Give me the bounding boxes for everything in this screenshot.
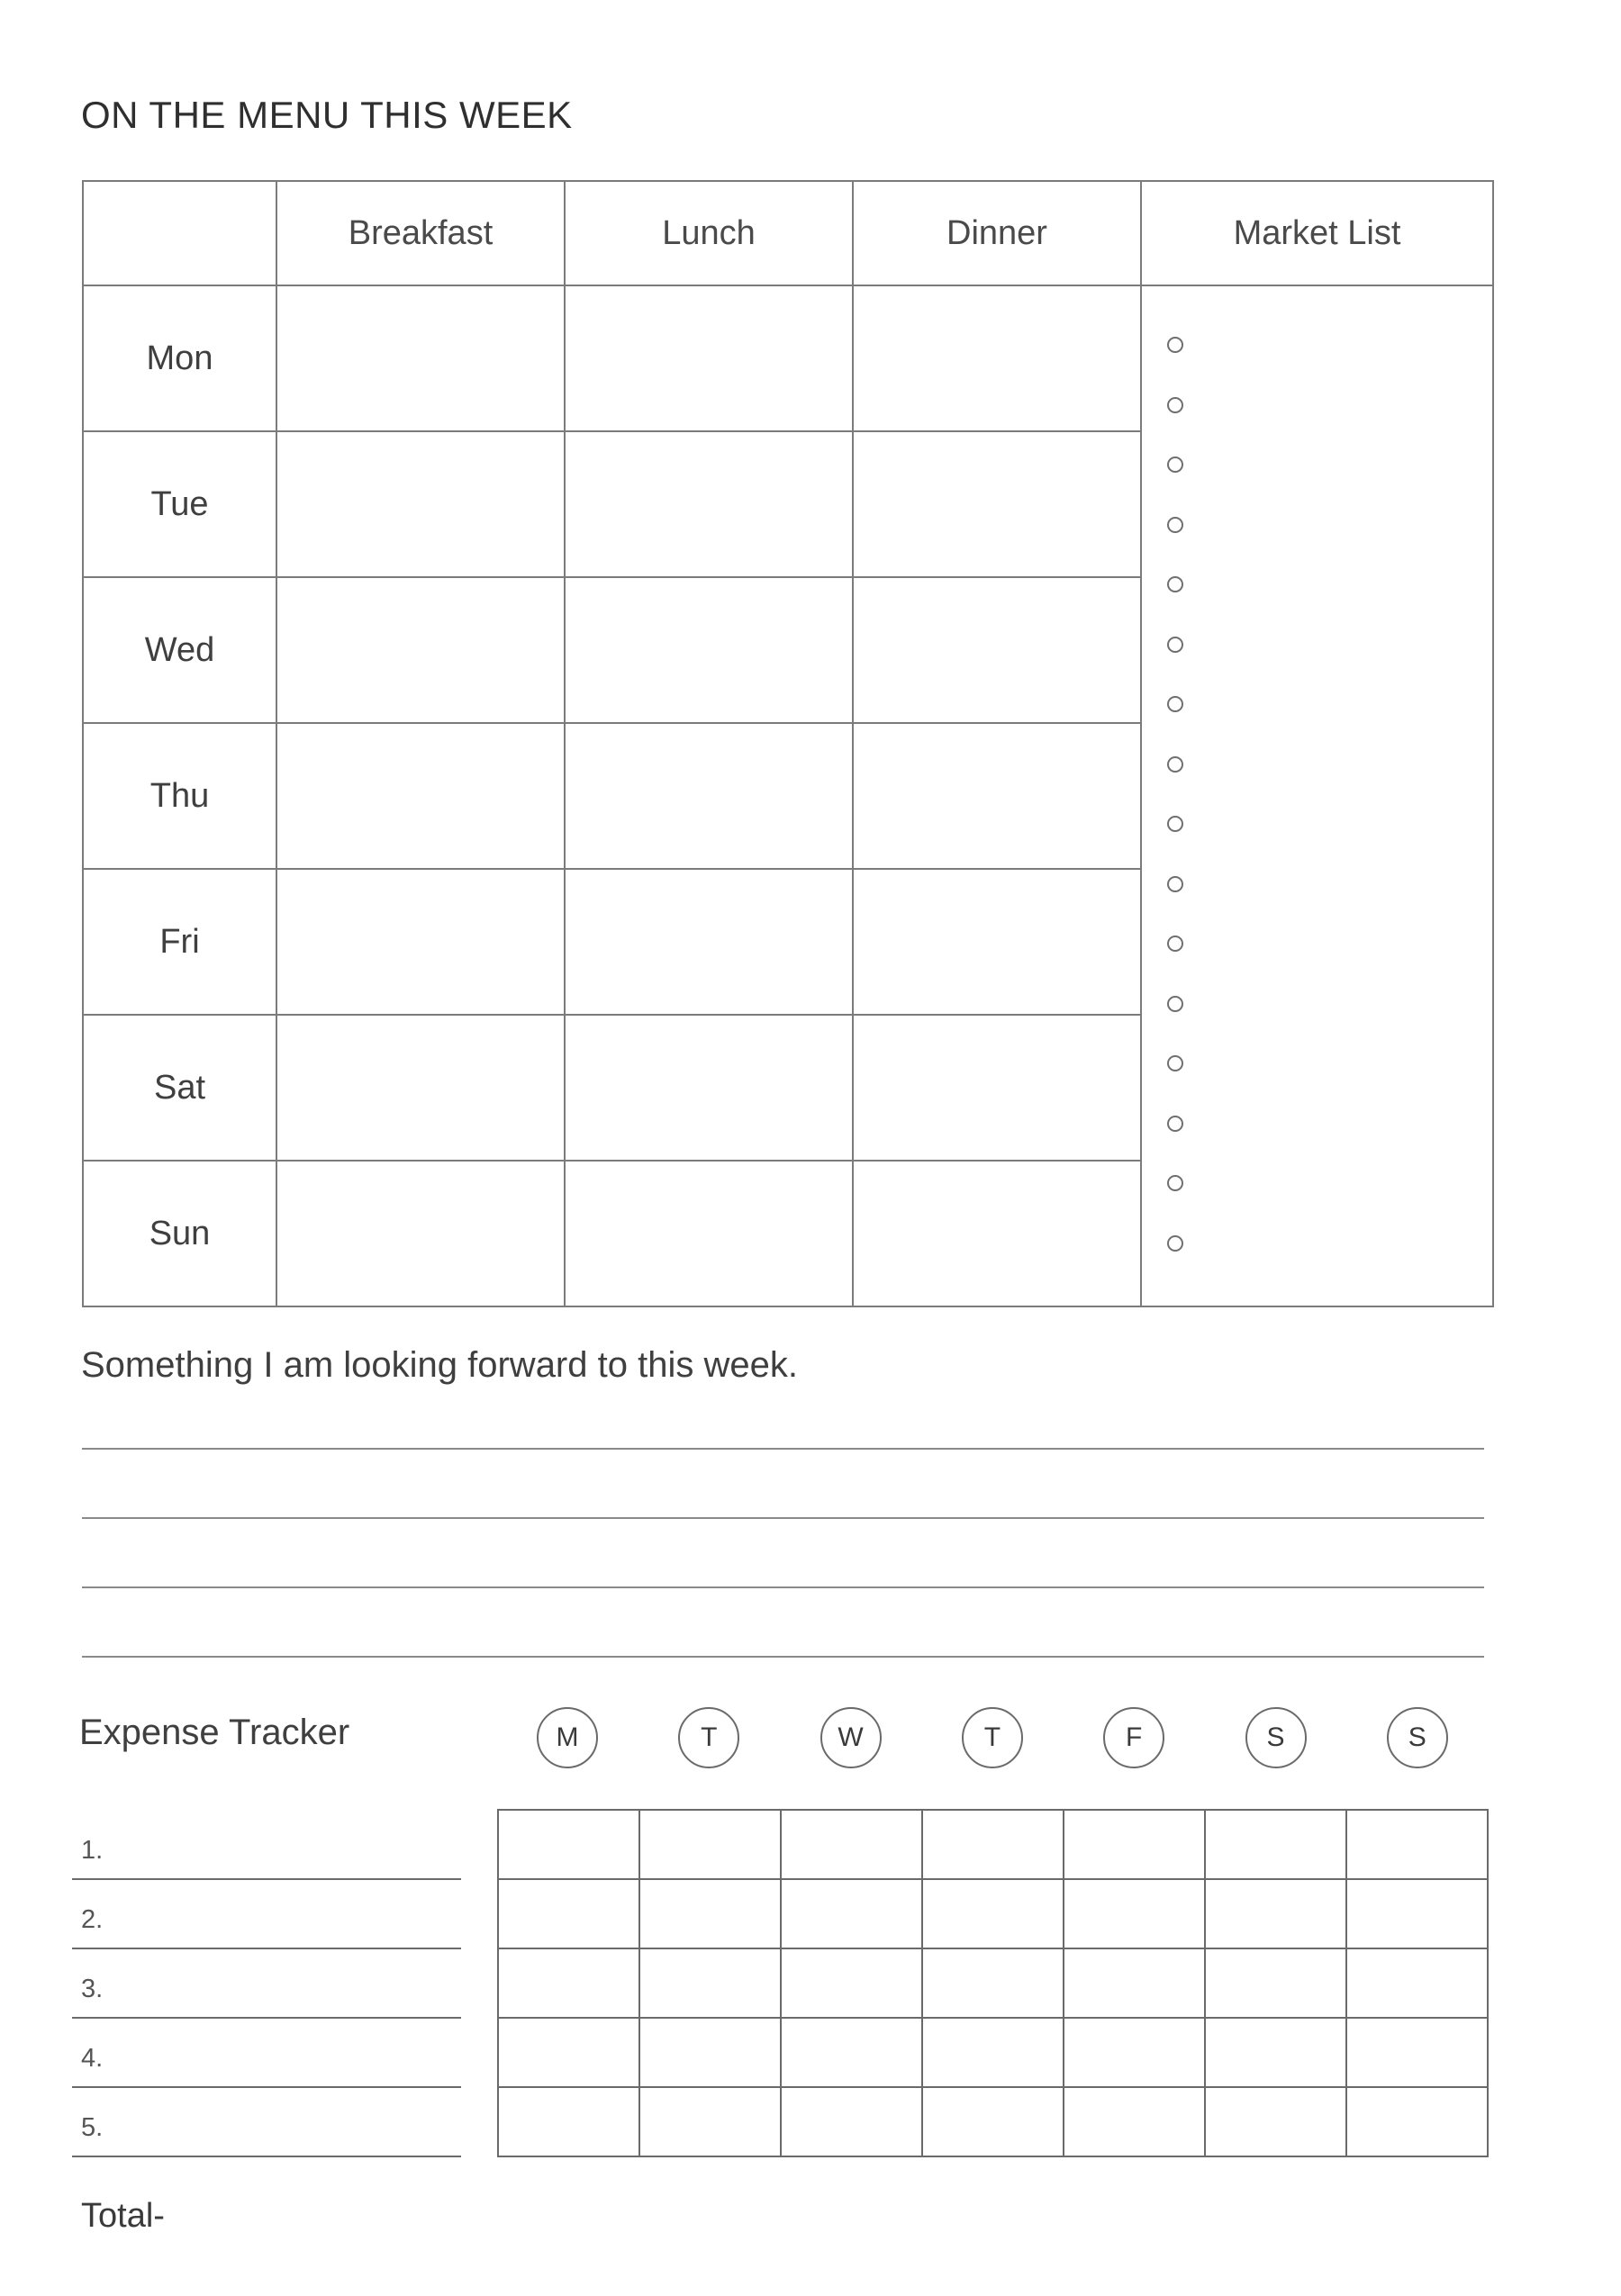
day-label: Tue <box>83 431 276 577</box>
expense-grid-cell[interactable] <box>922 1948 1064 2018</box>
market-list-checkbox[interactable] <box>1167 1175 1183 1191</box>
writing-line[interactable] <box>82 1517 1484 1519</box>
lunch-cell[interactable] <box>565 1161 853 1306</box>
expense-grid-cell[interactable] <box>1064 1879 1205 1948</box>
lunch-cell[interactable] <box>565 1015 853 1161</box>
breakfast-cell[interactable] <box>276 723 565 869</box>
expense-item-line[interactable] <box>72 2091 461 2157</box>
expense-grid-cell[interactable] <box>1205 2087 1346 2156</box>
expense-grid-cell[interactable] <box>639 2018 781 2087</box>
weekday-circle: W <box>820 1707 882 1768</box>
corner-cell <box>83 181 276 285</box>
market-list-checkbox[interactable] <box>1167 1055 1183 1071</box>
lunch-header: Lunch <box>565 181 853 285</box>
expense-grid-cell[interactable] <box>781 1948 922 2018</box>
expense-grid-row <box>498 2018 1488 2087</box>
expense-item-number: 5. <box>81 2113 104 2142</box>
market-list-header: Market List <box>1141 181 1493 285</box>
dinner-cell[interactable] <box>853 869 1141 1015</box>
market-list-checkbox[interactable] <box>1167 637 1183 653</box>
expense-grid-cell[interactable] <box>639 2087 781 2156</box>
expense-grid-cell[interactable] <box>1205 2018 1346 2087</box>
dinner-cell[interactable] <box>853 285 1141 431</box>
lunch-cell[interactable] <box>565 723 853 869</box>
weekday-circle: S <box>1387 1707 1448 1768</box>
expense-grid-cell[interactable] <box>498 1810 639 1879</box>
forward-prompt: Something I am looking forward to this week. <box>81 1345 798 1385</box>
breakfast-header: Breakfast <box>276 181 565 285</box>
expense-grid-cell[interactable] <box>1205 1948 1346 2018</box>
market-list-checkbox[interactable] <box>1167 397 1183 413</box>
expense-item-line[interactable] <box>72 1883 461 1949</box>
expense-grid-cell[interactable] <box>781 1879 922 1948</box>
expense-grid-cell[interactable] <box>922 1879 1064 1948</box>
expense-grid-cell[interactable] <box>639 1810 781 1879</box>
expense-item-line[interactable] <box>72 1952 461 2019</box>
market-list-checkbox[interactable] <box>1167 456 1183 473</box>
breakfast-cell[interactable] <box>276 577 565 723</box>
writing-line[interactable] <box>82 1448 1484 1450</box>
lunch-cell[interactable] <box>565 431 853 577</box>
expense-grid-cell[interactable] <box>1346 1810 1488 1879</box>
dinner-cell[interactable] <box>853 431 1141 577</box>
day-label: Sun <box>83 1161 276 1306</box>
expense-grid-cell[interactable] <box>1346 2018 1488 2087</box>
expense-item-line[interactable] <box>72 1813 461 1880</box>
menu-header-row <box>83 181 1493 285</box>
expense-grid-row <box>498 2087 1488 2156</box>
breakfast-cell[interactable] <box>276 285 565 431</box>
expense-grid-cell[interactable] <box>639 1948 781 2018</box>
expense-grid-row <box>498 1879 1488 1948</box>
dinner-cell[interactable] <box>853 1015 1141 1161</box>
lunch-cell[interactable] <box>565 869 853 1015</box>
expense-grid <box>497 1809 1489 2157</box>
expense-grid-cell[interactable] <box>1064 2087 1205 2156</box>
market-list-checkbox[interactable] <box>1167 337 1183 353</box>
market-list-checkbox[interactable] <box>1167 996 1183 1012</box>
lunch-cell[interactable] <box>565 577 853 723</box>
expense-grid-cell[interactable] <box>498 2018 639 2087</box>
day-label: Thu <box>83 723 276 869</box>
market-list-checkbox[interactable] <box>1167 936 1183 952</box>
expense-grid-cell[interactable] <box>1346 1948 1488 2018</box>
expense-grid-cell[interactable] <box>1205 1879 1346 1948</box>
expense-grid-cell[interactable] <box>922 1810 1064 1879</box>
menu-day-row <box>83 285 1493 431</box>
market-list-checkbox[interactable] <box>1167 517 1183 533</box>
market-list-checkbox[interactable] <box>1167 816 1183 832</box>
market-list-checkbox[interactable] <box>1167 576 1183 592</box>
expense-grid-cell[interactable] <box>639 1879 781 1948</box>
expense-grid-cell[interactable] <box>1205 1810 1346 1879</box>
expense-grid-row <box>498 1948 1488 2018</box>
weekday-circle: T <box>678 1707 739 1768</box>
market-list-checkbox[interactable] <box>1167 1116 1183 1132</box>
page-title: ON THE MENU THIS WEEK <box>81 94 573 136</box>
expense-grid-cell[interactable] <box>1346 2087 1488 2156</box>
expense-item-line[interactable] <box>72 2021 461 2088</box>
expense-item-number: 4. <box>81 2044 104 2073</box>
market-list-checkbox[interactable] <box>1167 1235 1183 1252</box>
writing-line[interactable] <box>82 1586 1484 1588</box>
expense-item-number: 3. <box>81 1975 104 2003</box>
expense-grid-cell[interactable] <box>781 1810 922 1879</box>
weekday-circle: S <box>1245 1707 1307 1768</box>
breakfast-cell[interactable] <box>276 431 565 577</box>
day-label: Sat <box>83 1015 276 1161</box>
total-label: Total- <box>81 2197 165 2235</box>
market-list-checkbox[interactable] <box>1167 756 1183 773</box>
expense-grid-cell[interactable] <box>781 2087 922 2156</box>
market-list-checkbox[interactable] <box>1167 696 1183 712</box>
weekday-circle: M <box>537 1707 598 1768</box>
writing-line[interactable] <box>82 1656 1484 1658</box>
weekday-circle: T <box>962 1707 1023 1768</box>
expense-grid-row <box>498 1810 1488 1879</box>
expense-item-number: 1. <box>81 1836 104 1865</box>
market-list-checkbox[interactable] <box>1167 876 1183 892</box>
expense-grid-cell[interactable] <box>1064 1948 1205 2018</box>
market-list-cell <box>1141 285 1493 1306</box>
dinner-cell[interactable] <box>853 577 1141 723</box>
lunch-cell[interactable] <box>565 285 853 431</box>
expense-tracker-title: Expense Tracker <box>79 1713 350 1752</box>
weekly-menu-table <box>82 180 1494 1307</box>
expense-item-number: 2. <box>81 1905 104 1934</box>
breakfast-cell[interactable] <box>276 1161 565 1306</box>
breakfast-cell[interactable] <box>276 869 565 1015</box>
day-label: Fri <box>83 869 276 1015</box>
day-label: Mon <box>83 285 276 431</box>
expense-grid-cell[interactable] <box>1346 1879 1488 1948</box>
expense-grid-cell[interactable] <box>1064 1810 1205 1879</box>
expense-grid-cell[interactable] <box>498 1879 639 1948</box>
expense-grid-cell[interactable] <box>1064 2018 1205 2087</box>
expense-grid-cell[interactable] <box>922 2087 1064 2156</box>
breakfast-cell[interactable] <box>276 1015 565 1161</box>
weekday-circle: F <box>1103 1707 1164 1768</box>
expense-grid-cell[interactable] <box>498 2087 639 2156</box>
dinner-cell[interactable] <box>853 723 1141 869</box>
dinner-header: Dinner <box>853 181 1141 285</box>
expense-grid-cell[interactable] <box>498 1948 639 2018</box>
dinner-cell[interactable] <box>853 1161 1141 1306</box>
day-label: Wed <box>83 577 276 723</box>
expense-grid-cell[interactable] <box>922 2018 1064 2087</box>
expense-grid-cell[interactable] <box>781 2018 922 2087</box>
